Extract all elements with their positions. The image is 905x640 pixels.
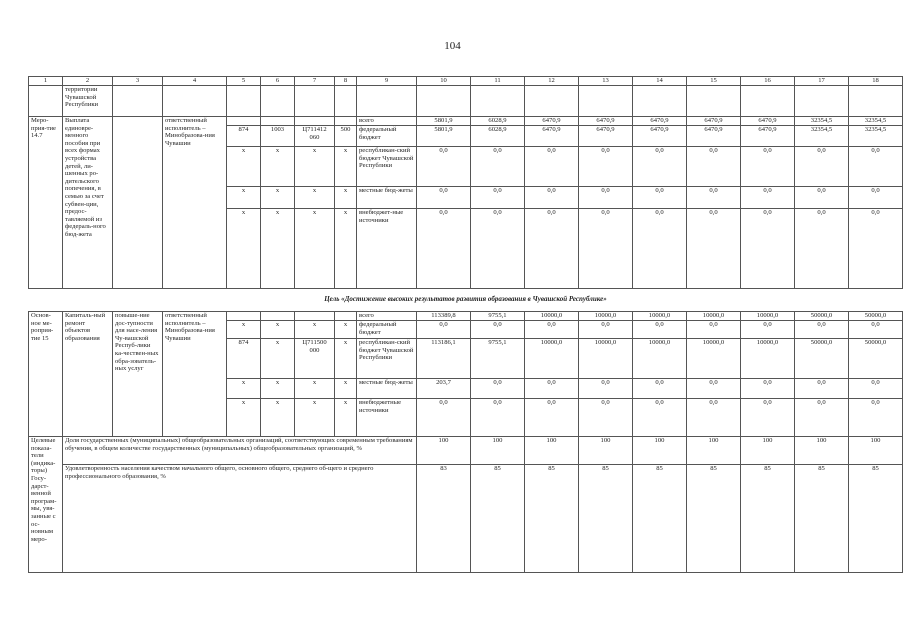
amount-value: 113186,1 <box>417 339 471 379</box>
cell-empty <box>113 86 163 117</box>
amount-value: 0,0 <box>795 321 849 339</box>
amount-value: 0,0 <box>795 399 849 437</box>
target-article <box>295 117 335 126</box>
targets-label: Целевые показа-тели (индика-торы) Госу-дарст-венной програм-мы, увя-занные с ос-новным меро- <box>29 437 63 573</box>
amount-value: 0,0 <box>417 321 471 339</box>
amount-value: 0,0 <box>471 209 525 289</box>
funding-source: федеральный бюджет <box>357 126 417 147</box>
amount-value: 6028,9 <box>471 117 525 126</box>
expense-group: x <box>335 209 357 289</box>
amount-value: 0,0 <box>471 379 525 399</box>
column-number-4: 4 <box>163 77 227 86</box>
target-article: x <box>295 321 335 339</box>
expense-group: 500 <box>335 126 357 147</box>
main-measure-15-executor: ответственный исполнитель – Минобразова-ния Чувашии <box>163 312 227 437</box>
expense-group: x <box>335 321 357 339</box>
amount-value: 0,0 <box>687 187 741 209</box>
amount-value: 0,0 <box>687 147 741 187</box>
funding-source: всего <box>357 117 417 126</box>
indicator-text: Доля государственных (муниципальных) общеобразовательных организаций, соответствующих современным требованиям обучения, в общем количестве государственных (муниципальных) общеобразовательных организаций, % <box>63 437 417 465</box>
indicator-value: 85 <box>849 465 903 573</box>
amount-value: 6470,9 <box>741 117 795 126</box>
section-code: x <box>261 187 295 209</box>
cell-empty <box>687 86 741 117</box>
indicator-text: Удовлетворенность населения качеством начального общего, основного общего, среднего об-щего и среднего профессионального образования, % <box>63 465 417 573</box>
amount-value: 10000,0 <box>633 339 687 379</box>
amount-value: 32354,5 <box>795 117 849 126</box>
grbs-code: x <box>227 147 261 187</box>
target-indicator-row <box>29 437 903 465</box>
grbs-code: x <box>227 187 261 209</box>
section-code <box>261 312 295 321</box>
grbs-code: x <box>227 321 261 339</box>
amount-value: 0,0 <box>525 379 579 399</box>
expense-group: x <box>335 399 357 437</box>
amount-value: 6470,9 <box>687 126 741 147</box>
amount-value: 0,0 <box>849 209 903 289</box>
amount-value: 0,0 <box>579 321 633 339</box>
indicator-value: 85 <box>687 465 741 573</box>
grbs-code: x <box>227 379 261 399</box>
amount-value: 0,0 <box>525 187 579 209</box>
indicator-value: 100 <box>525 437 579 465</box>
column-number-14: 14 <box>633 77 687 86</box>
amount-value: 0,0 <box>579 399 633 437</box>
amount-value: 0,0 <box>417 209 471 289</box>
funding-source: республикан-ский бюджет Чувашской Республики <box>357 147 417 187</box>
main-measure-15-row <box>29 312 903 321</box>
amount-value: 0,0 <box>741 209 795 289</box>
amount-value: 0,0 <box>633 399 687 437</box>
column-number-10: 10 <box>417 77 471 86</box>
cell-empty <box>849 86 903 117</box>
indicator-value: 100 <box>417 437 471 465</box>
amount-value: 0,0 <box>471 147 525 187</box>
amount-value: 0,0 <box>795 379 849 399</box>
section-code: x <box>261 399 295 437</box>
amount-value: 0,0 <box>741 147 795 187</box>
target-article: x <box>295 187 335 209</box>
main-measure-15-goal: повыше-ние дос-тупности для насе-ления Чу-вашской Респуб-лики ка-чествен-ных обра-зователь-ных услуг <box>113 312 163 437</box>
amount-value: 0,0 <box>633 379 687 399</box>
grbs-code: 874 <box>227 339 261 379</box>
main-measure-15-label: Основ-ное ме-роприя-тие 15 <box>29 312 63 437</box>
amount-value: 5801,9 <box>417 126 471 147</box>
amount-value: 6028,9 <box>471 126 525 147</box>
indicator-value: 100 <box>849 437 903 465</box>
cell-empty <box>29 86 63 117</box>
amount-value: 0,0 <box>741 187 795 209</box>
section-code: x <box>261 147 295 187</box>
amount-value: 6470,9 <box>525 126 579 147</box>
column-number-5: 5 <box>227 77 261 86</box>
measure-14-7-label: Меро-прия-тие 14.7 <box>29 117 63 289</box>
expense-group: x <box>335 147 357 187</box>
section-code: x <box>261 379 295 399</box>
column-number-11: 11 <box>471 77 525 86</box>
target-article: Ц711500 000 <box>295 339 335 379</box>
amount-value: 0,0 <box>687 209 741 289</box>
page-number: 104 <box>444 40 461 52</box>
expense-group: x <box>335 339 357 379</box>
amount-value: 0,0 <box>849 379 903 399</box>
amount-value: 6470,9 <box>633 117 687 126</box>
amount-value: 0,0 <box>849 147 903 187</box>
amount-value: 10000,0 <box>579 339 633 379</box>
amount-value: 10000,0 <box>579 312 633 321</box>
continuation-row <box>29 86 903 117</box>
amount-value: 0,0 <box>579 209 633 289</box>
goal-heading: Цель «Достижение высоких результатов развития образования в Чувашской Республике» <box>29 289 903 312</box>
amount-value: 6470,9 <box>633 126 687 147</box>
amount-value: 0,0 <box>525 399 579 437</box>
indicator-value: 85 <box>795 465 849 573</box>
amount-value: 0,0 <box>741 379 795 399</box>
cell-empty <box>471 86 525 117</box>
section-code <box>261 117 295 126</box>
amount-value: 9755,1 <box>471 312 525 321</box>
indicator-value: 85 <box>525 465 579 573</box>
amount-value: 0,0 <box>579 187 633 209</box>
funding-source: внебюджет-ные источники <box>357 209 417 289</box>
amount-value: 0,0 <box>633 147 687 187</box>
grbs-code <box>227 312 261 321</box>
amount-value: 0,0 <box>579 379 633 399</box>
amount-value: 10000,0 <box>525 339 579 379</box>
indicator-value: 85 <box>633 465 687 573</box>
indicator-value: 100 <box>687 437 741 465</box>
expense-group: x <box>335 187 357 209</box>
cell-empty <box>633 86 687 117</box>
measure-14-7-name: Выплата единовре-менного пособия при всех формах устройства детей, ли-шенных ро-дительского попечения, в семью за счет субвен-ции, предос-тавляемой из федераль-ного бюд-жета <box>63 117 113 289</box>
amount-value: 0,0 <box>849 321 903 339</box>
cell-empty <box>741 86 795 117</box>
amount-value: 32354,5 <box>849 126 903 147</box>
continuation-text: территории Чувашской Республики <box>63 86 113 117</box>
funding-source: республикан-ский бюджет Чувашской Республики <box>357 339 417 379</box>
amount-value: 5801,9 <box>417 117 471 126</box>
funding-source: внебюджетные источники <box>357 399 417 437</box>
amount-value: 0,0 <box>579 147 633 187</box>
measure-14-7-goal <box>113 117 163 289</box>
amount-value: 0,0 <box>633 321 687 339</box>
amount-value: 0,0 <box>417 147 471 187</box>
indicator-value: 85 <box>741 465 795 573</box>
amount-value: 0,0 <box>687 321 741 339</box>
indicator-value: 85 <box>471 465 525 573</box>
amount-value: 10000,0 <box>525 312 579 321</box>
cell-empty <box>295 86 335 117</box>
amount-value: 10000,0 <box>687 312 741 321</box>
goal-row <box>29 289 903 312</box>
target-article: Ц711412 060 <box>295 126 335 147</box>
amount-value: 50000,0 <box>849 312 903 321</box>
expense-group <box>335 117 357 126</box>
amount-value: 50000,0 <box>795 339 849 379</box>
section-code: 1003 <box>261 126 295 147</box>
column-number-15: 15 <box>687 77 741 86</box>
amount-value: 9755,1 <box>471 339 525 379</box>
column-number-6: 6 <box>261 77 295 86</box>
grbs-code <box>227 117 261 126</box>
amount-value: 32354,5 <box>849 117 903 126</box>
column-number-2: 2 <box>63 77 113 86</box>
amount-value: 50000,0 <box>849 339 903 379</box>
amount-value: 0,0 <box>795 209 849 289</box>
column-number-18: 18 <box>849 77 903 86</box>
cell-empty <box>525 86 579 117</box>
amount-value: 0,0 <box>741 399 795 437</box>
amount-value: 32354,5 <box>795 126 849 147</box>
amount-value: 10000,0 <box>633 312 687 321</box>
column-number-16: 16 <box>741 77 795 86</box>
amount-value: 0,0 <box>471 187 525 209</box>
amount-value: 0,0 <box>741 321 795 339</box>
amount-value: 6470,9 <box>525 117 579 126</box>
column-number-1: 1 <box>29 77 63 86</box>
cell-empty <box>357 86 417 117</box>
budget-table <box>28 76 903 573</box>
measure-14-7-row <box>29 117 903 126</box>
main-measure-15-name: Капиталь-ный ремонт объектов образования <box>63 312 113 437</box>
indicator-value: 83 <box>417 465 471 573</box>
indicator-value: 100 <box>471 437 525 465</box>
amount-value: 0,0 <box>471 399 525 437</box>
target-article: x <box>295 379 335 399</box>
column-number-8: 8 <box>335 77 357 86</box>
indicator-value: 85 <box>579 465 633 573</box>
expense-group: x <box>335 379 357 399</box>
target-indicator-row <box>29 465 903 573</box>
amount-value: 0,0 <box>525 321 579 339</box>
section-code: x <box>261 209 295 289</box>
amount-value: 0,0 <box>687 399 741 437</box>
amount-value: 0,0 <box>795 187 849 209</box>
header-row <box>29 77 903 86</box>
amount-value: 0,0 <box>471 321 525 339</box>
funding-source: местные бюд-жеты <box>357 187 417 209</box>
grbs-code: 874 <box>227 126 261 147</box>
amount-value: 0,0 <box>417 399 471 437</box>
amount-value: 10000,0 <box>687 339 741 379</box>
cell-empty <box>579 86 633 117</box>
amount-value: 6470,9 <box>579 126 633 147</box>
column-number-13: 13 <box>579 77 633 86</box>
indicator-value: 100 <box>741 437 795 465</box>
indicator-value: 100 <box>795 437 849 465</box>
amount-value: 10000,0 <box>741 312 795 321</box>
amount-value: 6470,9 <box>741 126 795 147</box>
amount-value: 113389,8 <box>417 312 471 321</box>
amount-value: 0,0 <box>525 209 579 289</box>
section-code: x <box>261 339 295 379</box>
column-number-12: 12 <box>525 77 579 86</box>
amount-value: 203,7 <box>417 379 471 399</box>
column-number-3: 3 <box>113 77 163 86</box>
cell-empty <box>795 86 849 117</box>
funding-source: федеральный бюджет <box>357 321 417 339</box>
funding-source: местные бюд-жеты <box>357 379 417 399</box>
expense-group <box>335 312 357 321</box>
target-article <box>295 312 335 321</box>
cell-empty <box>163 86 227 117</box>
amount-value: 0,0 <box>687 379 741 399</box>
amount-value: 6470,9 <box>579 117 633 126</box>
amount-value: 0,0 <box>525 147 579 187</box>
amount-value: 0,0 <box>795 147 849 187</box>
amount-value: 0,0 <box>849 187 903 209</box>
cell-empty <box>261 86 295 117</box>
indicator-value: 100 <box>579 437 633 465</box>
column-number-17: 17 <box>795 77 849 86</box>
amount-value: 0,0 <box>417 187 471 209</box>
amount-value: 0,0 <box>633 209 687 289</box>
measure-14-7-executor: ответственный исполнитель – Минобразова-ния Чувашии <box>163 117 227 289</box>
amount-value: 0,0 <box>633 187 687 209</box>
target-article: x <box>295 147 335 187</box>
grbs-code: x <box>227 399 261 437</box>
amount-value: 50000,0 <box>795 312 849 321</box>
cell-empty <box>227 86 261 117</box>
section-code: x <box>261 321 295 339</box>
indicator-value: 100 <box>633 437 687 465</box>
column-number-7: 7 <box>295 77 335 86</box>
amount-value: 6470,9 <box>687 117 741 126</box>
grbs-code: x <box>227 209 261 289</box>
funding-source: всего <box>357 312 417 321</box>
amount-value: 0,0 <box>849 399 903 437</box>
column-number-9: 9 <box>357 77 417 86</box>
target-article: x <box>295 399 335 437</box>
target-article: x <box>295 209 335 289</box>
amount-value: 10000,0 <box>741 339 795 379</box>
cell-empty <box>417 86 471 117</box>
cell-empty <box>335 86 357 117</box>
